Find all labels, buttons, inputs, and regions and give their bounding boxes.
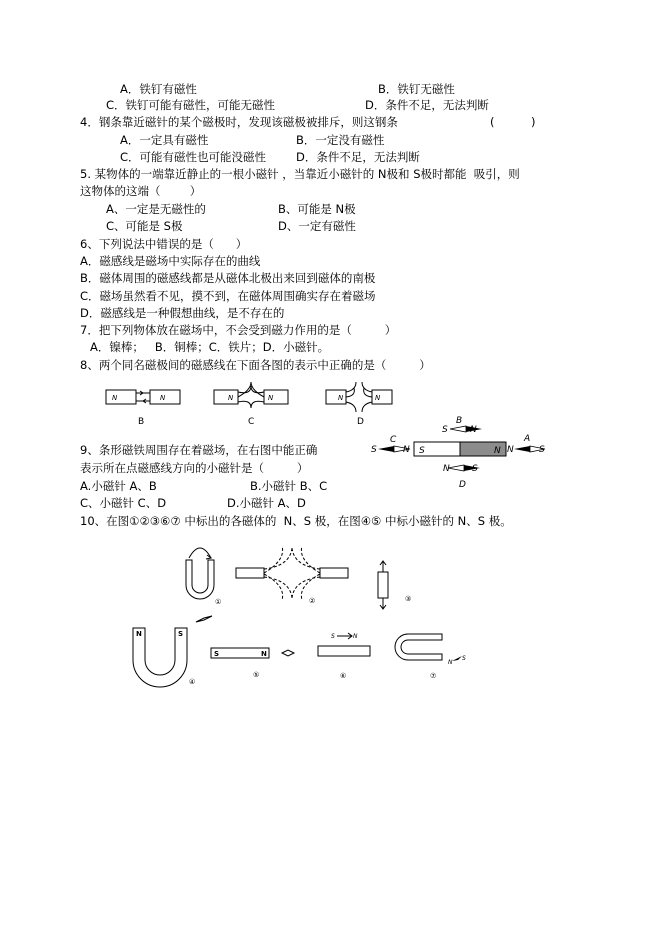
q5-stem-line2: 这物体的这端（ ）	[80, 184, 202, 198]
needle-pole-label: N	[507, 445, 514, 455]
q8-pole-label: N	[268, 394, 274, 402]
q5-option-a: A、一定是无磁性的	[106, 202, 206, 216]
q8-label-c: C	[248, 417, 255, 427]
needle-pole-label: S	[442, 425, 448, 435]
needle-label-d: D	[459, 480, 466, 490]
fig5-pole-s: S	[214, 650, 220, 658]
q6-option-c: C．磁场虽然看不见，摸不到，在磁体周围确实存在着磁场	[80, 289, 376, 303]
fig6-needle-n: N	[353, 633, 358, 640]
fig7-needle-n: N	[448, 659, 453, 666]
needle-pole-label: S	[472, 464, 478, 474]
q4-stem: 4．钢条靠近磁针的某个磁极时，发现该磁极被排斥，则这钢条	[80, 115, 398, 129]
fig3-vertical-bar	[378, 561, 388, 609]
q8-label-b: B	[138, 417, 145, 427]
q8-label-d: D	[357, 417, 364, 427]
fig1-u-magnet	[186, 548, 214, 599]
fig-number-6: ⑥	[340, 672, 347, 680]
q8-pole-label: N	[228, 394, 234, 402]
needle-label-a: A	[524, 434, 531, 444]
fig7-needle-s: S	[462, 655, 466, 662]
fig2-like-poles	[236, 546, 348, 600]
q6-stem: 6、下列说法中错误的是（ ）	[80, 237, 248, 251]
needle-pole-label: S	[371, 445, 377, 455]
q8-pole-label: N	[375, 394, 381, 402]
fig-number-7: ⑦	[430, 672, 437, 680]
fig5-pole-n: N	[261, 650, 267, 658]
fig-number-2: ②	[309, 597, 316, 605]
fig4-pole-n: N	[136, 630, 142, 638]
fig7-horizontal-u-magnet	[395, 634, 442, 660]
fig7-needle	[452, 656, 462, 661]
q9-option-d: D.小磁针 A、D	[227, 496, 306, 510]
fig6-bar-magnet	[318, 646, 370, 656]
fig5-small-needle	[282, 650, 294, 656]
q5-option-c: C、可能是 S极	[106, 219, 183, 233]
q7-stem: 7．把下列物体放在磁场中，不会受到磁力作用的是（ ）	[80, 323, 397, 337]
q4-option-a: A．一定具有磁性	[120, 133, 209, 147]
needle-pole-label: S	[539, 445, 545, 455]
q3-option-c: C．铁钉可能有磁性，可能无磁性	[106, 98, 276, 112]
q3-option-d: D．条件不足，无法判断	[365, 98, 489, 112]
q9-option-b: B.小磁针 B、C	[250, 479, 328, 493]
fig4-pole-s: S	[178, 630, 184, 638]
q9-stem-line2: 表示所在点磁感线方向的小磁针是（ ）	[80, 461, 309, 475]
q6-option-a: A．磁感线是磁场中实际存在的曲线	[80, 254, 261, 268]
q10-stem: 10、在图①②③⑥⑦ 中标出的各磁体的 N、S 极，在图④⑤ 中标小磁针的 N、S 极。	[80, 514, 512, 528]
q8-pole-label: N	[160, 394, 166, 402]
fig-number-1: ①	[215, 598, 222, 606]
q8-pole-label: N	[112, 394, 118, 402]
q3-option-b: B．铁钉无磁性	[378, 82, 455, 96]
needle-label-b: B	[456, 416, 463, 426]
q4-option-d: D．条件不足，无法判断	[296, 150, 420, 164]
q5-stem-line1: 5. 某物体的一端靠近静止的一根小磁针 ，当靠近小磁针的 N极和 S极时都能 吸引，则	[80, 167, 520, 181]
magnet-n-pole: N	[494, 446, 501, 456]
q5-option-d: D、一定有磁性	[278, 219, 356, 233]
fig6-needle-s: S	[331, 633, 335, 640]
q8-pole-label: N	[338, 394, 344, 402]
needle-pole-label: N	[470, 425, 477, 435]
q9-option-c: C、小磁针 C、D	[80, 496, 167, 510]
q4-option-b: B．一定没有磁性	[296, 133, 385, 147]
fig6-needle	[337, 633, 352, 639]
q7-options: A．镍棒； B．铜棒；C．铁片；D．小磁针。	[90, 340, 330, 354]
magnet-s-pole: S	[419, 446, 425, 456]
q6-option-b: B．磁体周围的磁感线都是从磁体北极出来回到磁体的南极	[80, 271, 376, 285]
fig-number-4: ④	[189, 678, 196, 686]
q5-option-b: B、可能是 N极	[278, 202, 356, 216]
needle-pole-label: N	[403, 445, 410, 455]
q9-option-a: A.小磁针 A、B	[80, 479, 157, 493]
q4-option-c: C．可能有磁性也可能没磁性	[120, 150, 267, 164]
q4-answer-paren: ( )	[490, 115, 536, 129]
fig4-small-needle	[196, 616, 212, 622]
q9-stem-line1: 9、条形磁铁周围存在着磁场，在右图中能正确	[80, 443, 318, 457]
fig-number-3: ③	[405, 595, 412, 603]
needle-pole-label: N	[443, 464, 450, 474]
q8-stem: 8、两个同名磁极间的磁感线在下面各图的表示中正确的是（ ）	[80, 358, 431, 372]
q3-option-a: A．铁钉有磁性	[120, 82, 197, 96]
q6-option-d: D．磁感线是一种假想曲线，是不存在的	[80, 306, 285, 320]
fig-number-5: ⑤	[253, 671, 260, 679]
needle-label-c: C	[390, 435, 397, 445]
